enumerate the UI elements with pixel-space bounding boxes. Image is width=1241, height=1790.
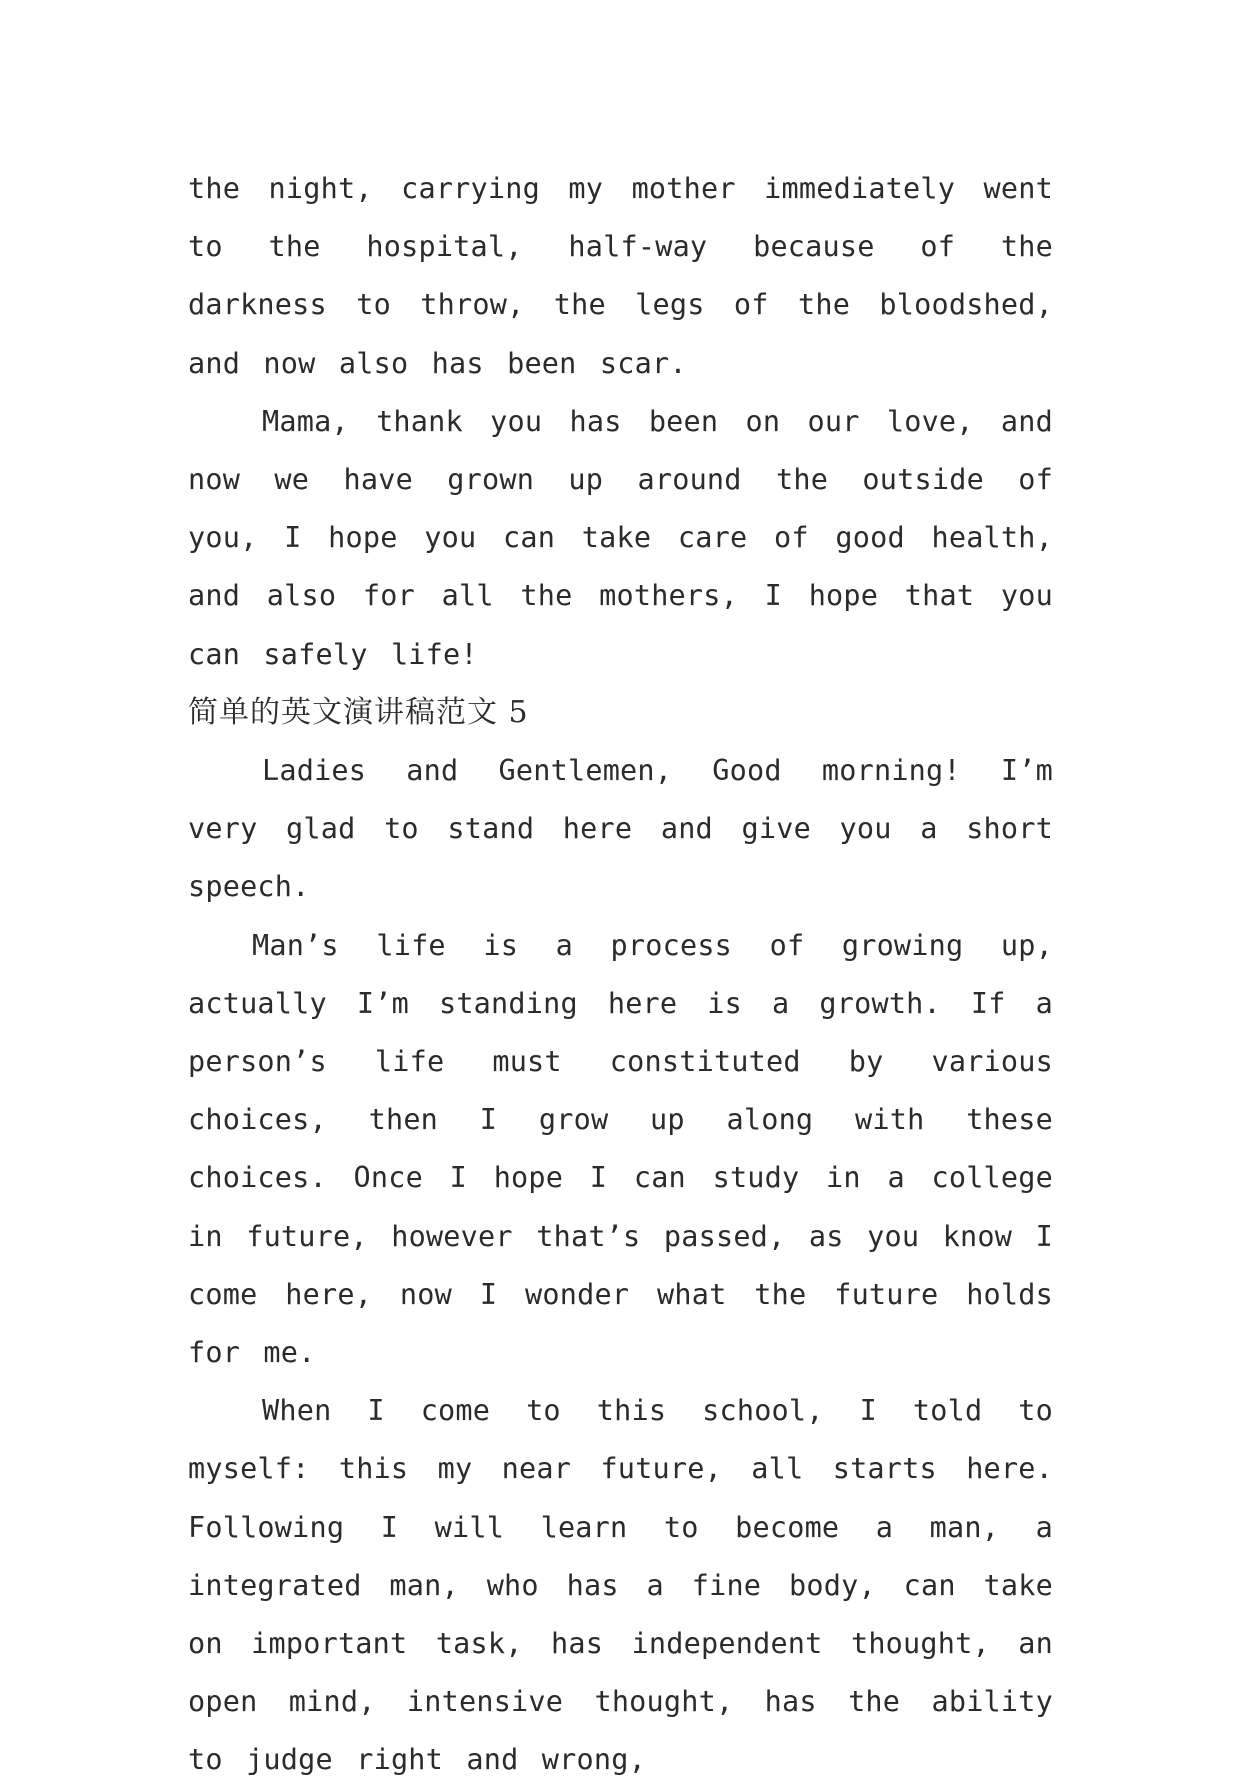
paragraph-mama: Mama, thank you has been on our love, and now we have grown up around the outside of you, I hope you can take care of good health, and also for all the mothers, I hope that you can safely life! (188, 404, 1053, 671)
document-body (188, 160, 1053, 1790)
paragraph-school: When I come to this school, I told to myself: this my near future, all starts here. Following I will learn to become a man, a integrated man, who has a fine body, can take on important task, has independent thought, an open mind, intensive thought, has the ability to judge right and wrong, (188, 1394, 1053, 1777)
paragraph-greeting: Ladies and Gentlemen, Good morning! I’m very glad to stand here and give you a short speech. (188, 754, 1053, 904)
paragraph-growing-up: Man’s life is a process of growing up, actually I’m standing here is a growth. If a person’s life must constituted by various choices, then I grow up along with these choices. Once I hope I can study in a college in future, however that’s passed, as you know I come here, now I wonder what the future holds for me. (188, 928, 1053, 1370)
paragraph-continuation: the night, carrying my mother immediately went to the hospital, half-way because of the darkness to throw, the legs of the bloodshed, and now also has been scar. (188, 172, 1053, 380)
section-heading: 简单的英文演讲稿范文 5 (188, 694, 529, 730)
